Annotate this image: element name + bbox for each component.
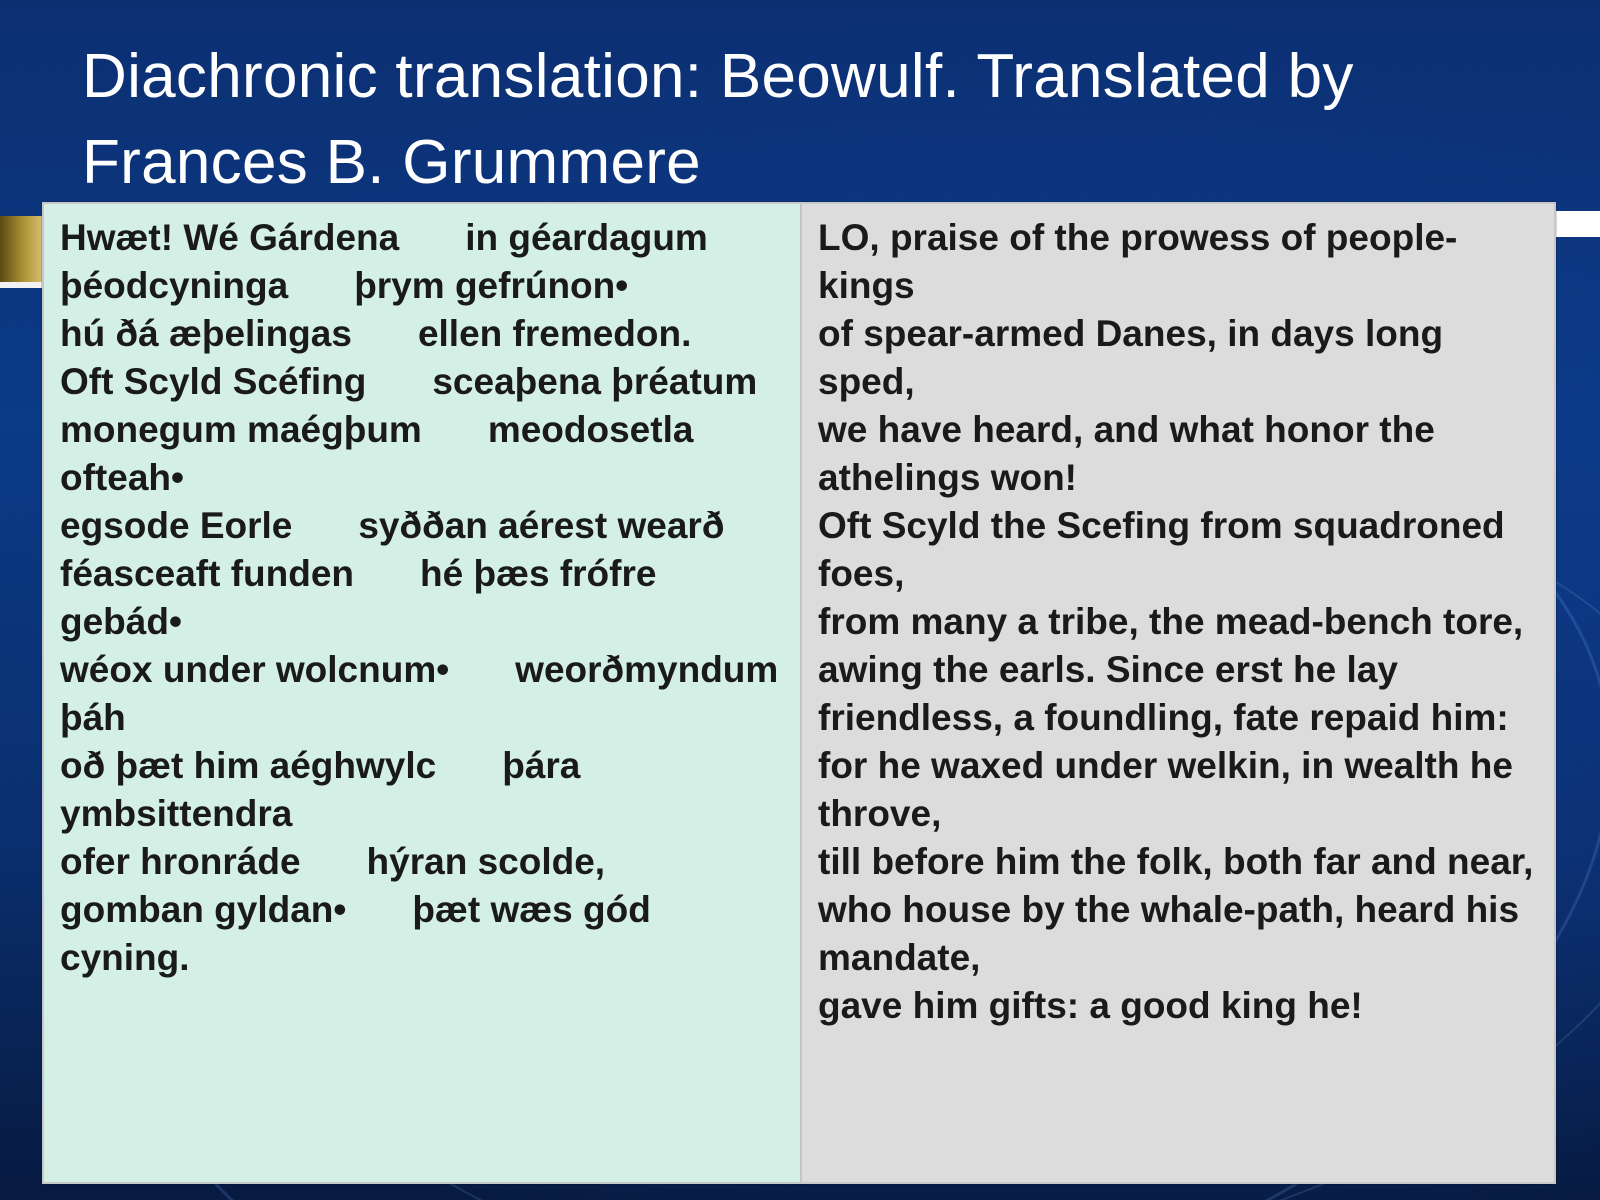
white-accent-bar — [1555, 211, 1600, 237]
old-english-line — [60, 406, 784, 502]
modern-english-line: friendless, a foundling, fate repaid him: — [818, 697, 1509, 738]
accent-divider-line — [0, 282, 44, 288]
old-english-second-half: syððan aérest wearð — [358, 505, 725, 546]
old-english-first-half: þéodcyninga — [60, 265, 289, 306]
modern-english-line: gave him gifts: a good king he! — [818, 985, 1363, 1026]
old-english-line — [60, 646, 784, 742]
old-english-line — [60, 310, 784, 358]
old-english-column — [44, 204, 802, 1182]
modern-english-line: of spear-armed Danes, in days long sped, — [818, 313, 1444, 402]
translation-table — [42, 202, 1556, 1184]
old-english-first-half: wéox under wolcnum• — [60, 649, 450, 690]
modern-english-line: from many a tribe, the mead-bench tore, — [818, 601, 1524, 642]
modern-english-column — [802, 204, 1554, 1182]
modern-english-line: for he waxed under welkin, in wealth he throve, — [818, 745, 1513, 834]
old-english-line — [60, 838, 784, 886]
old-english-first-half: féasceaft funden — [60, 553, 355, 594]
old-english-line — [60, 742, 784, 838]
old-english-line — [60, 886, 784, 982]
modern-english-line: we have heard, and what honor the athelings won! — [818, 409, 1435, 498]
old-english-line — [60, 214, 784, 262]
old-english-second-half: hýran scolde, — [366, 841, 606, 882]
old-english-line — [60, 262, 784, 310]
old-english-first-half: monegum maégþum — [60, 409, 422, 450]
old-english-line — [60, 358, 784, 406]
old-english-second-half: þrym gefrúnon• — [354, 265, 629, 306]
old-english-first-half: gomban gyldan• — [60, 889, 347, 930]
old-english-second-half: hé þæs frófre gebád• — [60, 553, 657, 642]
modern-english-line: Oft Scyld the Scefing from squadroned foes, — [818, 505, 1505, 594]
old-english-second-half: weorðmyndum þáh — [60, 649, 779, 738]
old-english-first-half: oð þæt him aéghwylc — [60, 745, 437, 786]
old-english-second-half: meodosetla ofteah• — [60, 409, 694, 498]
old-english-line — [60, 550, 784, 646]
old-english-first-half: egsode Eorle — [60, 505, 293, 546]
old-english-line — [60, 502, 784, 550]
old-english-first-half: ofer hronráde — [60, 841, 301, 882]
modern-english-line: awing the earls. Since erst he lay — [818, 649, 1398, 690]
modern-english-line: till before him the folk, both far and near, — [818, 841, 1534, 882]
old-english-second-half: ellen fremedon. — [417, 313, 692, 354]
modern-english-line: who house by the whale-path, heard his mandate, — [818, 889, 1520, 978]
old-english-second-half: þæt wæs gód cyning. — [60, 889, 651, 978]
old-english-second-half: þára ymbsittendra — [60, 745, 581, 834]
modern-english-line: LO, praise of the prowess of people-kings — [818, 217, 1458, 306]
old-english-second-half: in géardagum — [465, 217, 708, 258]
slide-title: Diachronic translation: Beowulf. Translated by Frances B. Grummere — [82, 42, 1354, 197]
old-english-first-half: hú ðá æþelingas — [60, 313, 352, 354]
old-english-first-half: Hwæt! Wé Gárdena — [60, 217, 400, 258]
gold-accent-bar — [0, 216, 44, 286]
old-english-first-half: Oft Scyld Scéfing — [60, 361, 367, 402]
old-english-second-half: sceaþena þréatum — [432, 361, 758, 402]
